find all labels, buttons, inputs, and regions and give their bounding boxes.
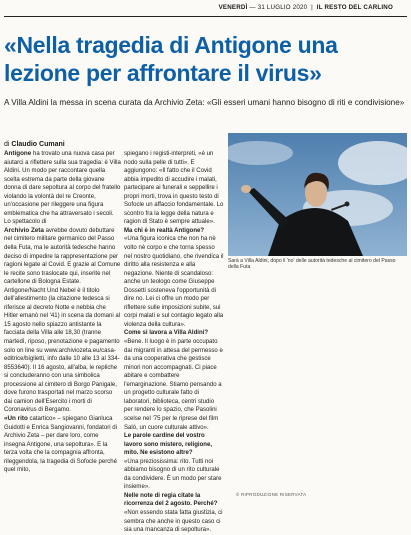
header-separator: — xyxy=(249,4,256,11)
page-header: VENERDÌ — 31 LUGLIO 2020 | IL RESTO DEL CARLINO xyxy=(218,4,393,11)
paragraph-lead: Archivio Zeta xyxy=(4,226,44,234)
byline xyxy=(4,141,65,148)
byline-prefix: di xyxy=(4,141,10,148)
paragraph-lead: Antigone xyxy=(4,150,32,157)
article-paragraph xyxy=(4,150,121,227)
article-paragraph: «Bene. Il luogo è in parte occupato dai migranti in attesa del permesso e da una cooperativa che gestisce minori non accompagnati. Ci piace abitare e combattere l'emarginazione. Stiamo pensando a un progetto culturale fatto di laboratori, biblioteca, centri studio per rendere lo spazio, che Pasolini scelse nel '75 per le riprese del film Salò, un cuore culturale attivo». xyxy=(124,339,223,431)
article-paragraph xyxy=(4,227,121,287)
article-paragraph xyxy=(4,287,121,415)
headline: «Nella tragedia di Antigone una lezione per affrontare il virus» xyxy=(4,32,338,86)
paragraph-text: avrebbe dovuto debuttare nel cimitero militare germanico del Passo della Futa, ma le autorità tedesche hanno deciso di impedire la rappresentazione per ragioni legate al Covid. E grazie al Comune le recite sono traslocate qui, inserite nel cartellone di Bologna Estate. xyxy=(4,227,121,286)
photo-caption: Sarà a Villa Aldini, dopo il 'no' delle autorità tedesche al cimitero del Passo della Futa xyxy=(228,258,396,271)
byline-author: Claudio Cumani xyxy=(11,141,65,148)
paragraph-text: ha trovato una nuova casa per aiutarci a riflettere sulla sua tragedia: è Villa Aldini. Un modo per raccontare quella scelta estrema da parte della giovane donna di dare sepoltura al corpo del fratello violando la volontà del re Creonte, un'occasione per rileggere una figura emblematica che ha attraversato i secoli. Lo spettacolo di xyxy=(4,151,121,226)
header-newspaper: IL RESTO DEL CARLINO xyxy=(316,4,393,11)
header-rule xyxy=(4,16,407,17)
interview-question: Nelle note di regia citate la ricorrenza del 2 agosto. Perché? xyxy=(124,492,218,508)
article-column-1 xyxy=(4,150,121,475)
article-paragraph: «Non essendo stata fatta giustizia, ci sembra che anche in questo caso ci sia una mancanza di sepoltura». xyxy=(124,509,223,534)
performer-photo-illustration xyxy=(228,133,407,256)
subtitle: A Villa Aldini la messa in scena curata da Archivio Zeta: «Gli esseri umani hanno bisogno di riti e condivisione» xyxy=(4,98,405,107)
paragraph-text: Antigone/Nacht Und Nebel è il titolo dell'allestimento (la citazione tedesca si riferisce al decreto Notte e nebbia che Hitler emanò nel '41) in scena da domani al 15 agosto nello spiazzo antistante la facciata della Villa alle 18,30 (tranne martedì, riposo, prenotazione e pagamento solo on line su www.archiviozeta.eu/casa-editrice/biglietti, info dalle 10 alle 13 al 334-8553640). Il 16 agosto, all'alba, le repliche si concluderanno con una simbolica processione al cimitero di Borgo Panigale, dove furono trasportati nel marzo scorso dai camion dell'Esercito i morti di Coronavirus di Bergamo. xyxy=(4,287,121,414)
article-column-2 xyxy=(124,150,224,535)
article-paragraph: «Una preziosissima: rito. Tutti noi abbiamo bisogno di un rito culturale da condividere. È un modo per stare insieme». xyxy=(124,458,222,491)
article-photo xyxy=(228,133,407,256)
copyright-notice: © RIPRODUZIONE RISERVATA xyxy=(236,492,307,497)
interview-question: Ma chi è in realtà Antigone? xyxy=(124,227,205,234)
interview-question: Come si lavora a Villa Aldini? xyxy=(124,330,209,337)
article-paragraph xyxy=(4,415,121,475)
paragraph-text: catartico» – spiegano Gianluca Guidotti e Enrica Sangiovanni, fondatori di Archivio Zeta – per dare loro, come insegna Antigone, una sepoltura». E la terza volta che la compagnia affronta, rileggendola, la tragedia di Sofocle perché quel mito, xyxy=(4,415,117,474)
interview-question: Le parole cardine del vostro lavoro sono mistero, religione, mito. Ne esistono altre? xyxy=(124,433,213,457)
paragraph-lead: «Un rito xyxy=(4,414,28,422)
header-day: VENERDÌ xyxy=(218,4,248,11)
article-paragraph: spiegano i registi-interpreti, «è un nodo sulla pelle di tutti». E aggiungono: «Il fatto che il Covid abbia impedito di accudire i malati, partecipare ai funerali e seppellire i propri morti, trova in questo testo di Sofocle un affaccio fondamentale. Lo scontro fra la legge della natura e ragion di Stato è sempre attuale». xyxy=(124,151,224,226)
article-paragraph: «Una figura iconica che non ha nè volto nè corpo e che torna spesso nel nostro quotidiano, che rivendica il diritto alla resistenza e alla negazione. Niente di scandaloso: anche un teologo come Giuseppe Dossetti sosteneva l'opportunità di dire no. Lei ci offre un modo per riflettere sulle imposizioni subite, sui corpi malati e sul contagio legato alla violenza della cultura». xyxy=(124,236,224,328)
header-date: 31 LUGLIO 2020 xyxy=(257,4,308,11)
